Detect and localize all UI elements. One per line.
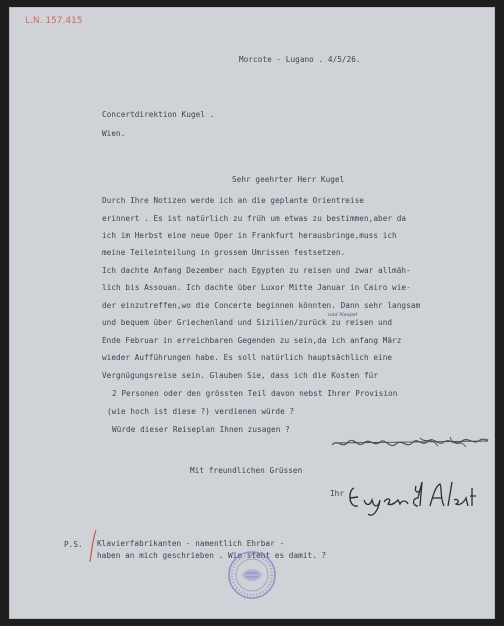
postscript-line: haben an mich geschrieben . Wie steht es damit. ? — [97, 551, 327, 560]
struck-out-handwriting — [330, 432, 490, 454]
body-line: Ende Februar in erreichbaren Gegenden zu sein,da ich anfang März — [102, 336, 402, 345]
letter-sheet — [9, 7, 495, 619]
salutation: Sehr geehrter Herr Kugel — [232, 175, 345, 184]
body-line: und bequem über Griechenland und Sizilien/zurück zu reisen und — [102, 318, 393, 327]
body-line: der einzutreffen,wo die Concerte beginnen könnten. Dann sehr langsam — [102, 301, 421, 310]
body-line: Vergnügungsreise sein. Glauben Sie, dass ich die Kosten für — [102, 371, 379, 380]
archive-mark: L.N. 157.415 — [25, 16, 83, 26]
body-line: Durch Ihre Notizen werde ich an die geplante Orientreise — [102, 196, 364, 205]
body-line: erinnert . Es ist natürlich zu früh um etwas zu bestimmen,aber da — [102, 214, 407, 223]
signature — [344, 478, 484, 518]
postscript-line: Klavierfabrikanten - namentlich Ehrbar - — [97, 539, 285, 548]
postscript-label: P.S. — [64, 540, 83, 549]
handwritten-insertion: und Neapel — [328, 312, 358, 318]
body-line: 2 Personen oder den grössten Teil davon nebst Ihrer Provision — [112, 389, 398, 398]
body-line: lich bis Assouan. Ich dachte über Luxor Mitte Januar in Cairo wie- — [102, 283, 411, 292]
closing: Mit freundlichen Grüssen — [190, 466, 303, 475]
body-line: ich im Herbst eine neue Oper in Frankfurt herausbringe,muss ich — [102, 231, 397, 240]
archive-stamp — [226, 549, 278, 601]
recipient-line-1: Concertdirektion Kugel . — [102, 110, 215, 119]
body-line: (wie hoch ist diese ?) verdienen würde ? — [107, 407, 295, 416]
body-line: Ich dachte Anfang Dezember nach Egypten zu reisen und zwar allmäh- — [102, 266, 411, 275]
recipient-line-2: Wien. — [102, 129, 126, 138]
body-line: Würde dieser Reiseplan Ihnen zusagen ? — [112, 425, 290, 434]
closing-ihr: Ihr — [330, 489, 345, 498]
body-line: wieder Aufführungen habe. Es soll natürlich hauptsächlich eine — [102, 353, 393, 362]
place-date: Morcote - Lugano . 4/5/26. — [239, 55, 361, 64]
body-line: meine Teileinteilung in grossem Umrissen festsetzen. — [102, 248, 346, 257]
